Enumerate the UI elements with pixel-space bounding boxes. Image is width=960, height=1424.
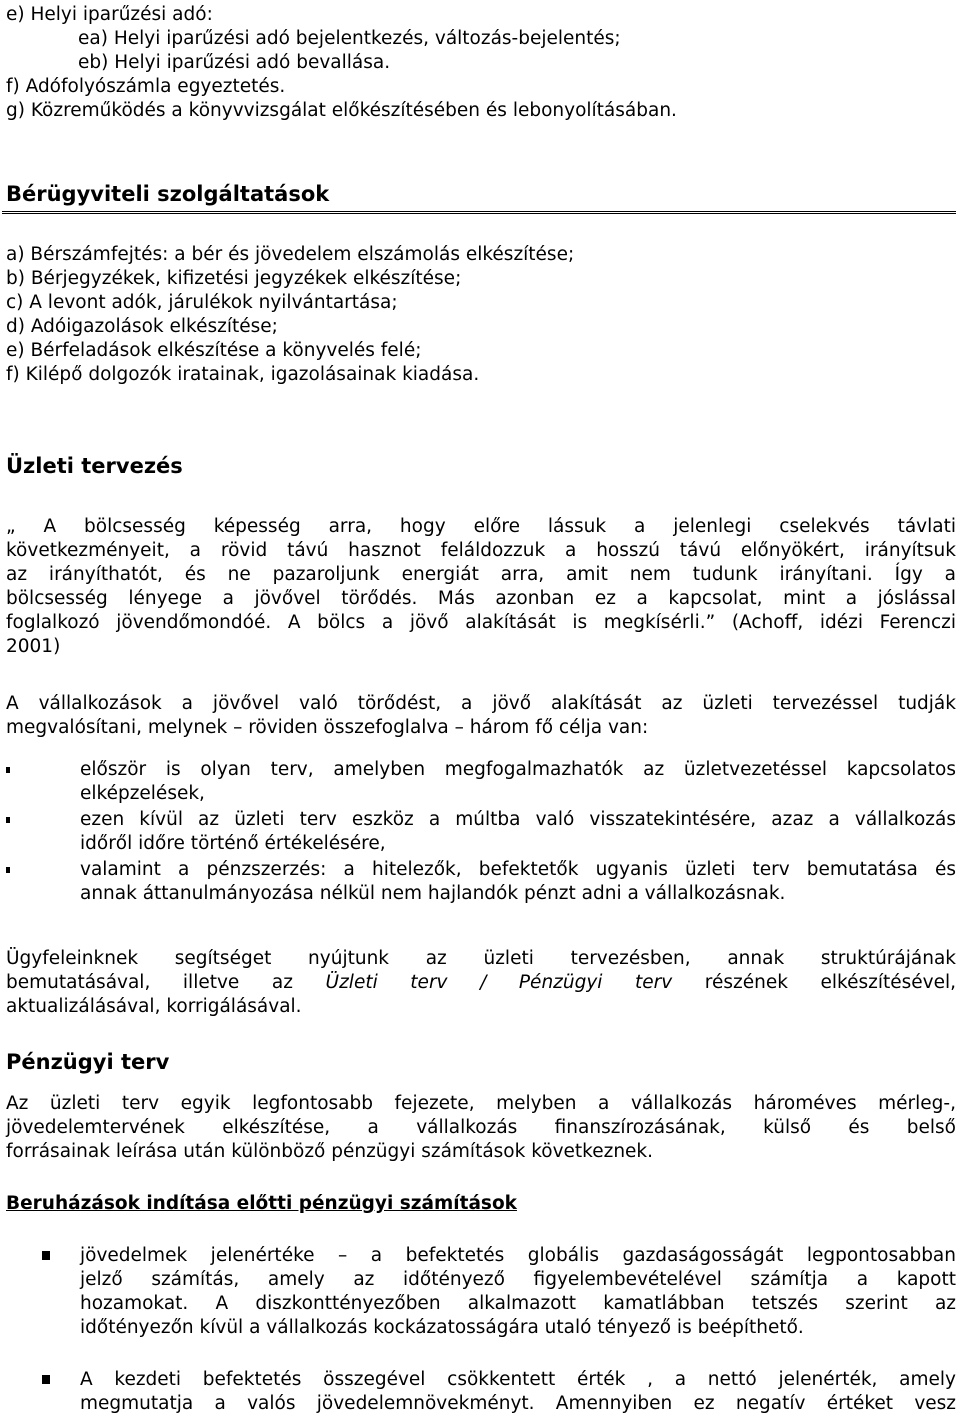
list-item: c) A levont adók, járulékok nyilvántartása; bbox=[6, 292, 398, 313]
section-heading: Üzleti tervezés bbox=[6, 454, 183, 478]
text-line: elképzelések, bbox=[80, 783, 205, 804]
text-line: hozamokat. A diszkonttényezőben alkalmazott kamatlábban tetszés szerint az bbox=[80, 1293, 956, 1314]
text-line: foglalkozó jövendőmondóé. A bölcs a jövő alakítását is megkísérli.” (Achoff, idézi Ferenczi bbox=[6, 612, 956, 633]
tax-list bbox=[6, 3, 677, 123]
section-heading: Pénzügyi terv bbox=[6, 1050, 170, 1074]
text-line: forrásainak leírása után különböző pénzügyi számítások következnek. bbox=[6, 1141, 654, 1162]
list-item: ea) Helyi iparűzési adó bejelentkezés, változás-bejelentés; bbox=[78, 28, 621, 49]
subsection-heading: Beruházások indítása előtti pénzügyi számítások bbox=[6, 1193, 517, 1214]
text-line: Az üzleti terv egyik legfontosabb fejezete, melyben a vállalkozás hároméves mérleg-, bbox=[6, 1093, 956, 1114]
list-item bbox=[6, 808, 956, 856]
text-line: A kezdeti befektetés összegével csökkentett érték , a nettó jelenérték, amely bbox=[80, 1369, 956, 1390]
payroll-list bbox=[6, 243, 574, 387]
text-line: annak áttanulmányozása nélkül nem hajlandók pénzt adni a vállalkozásnak. bbox=[80, 883, 786, 904]
financial-paragraph bbox=[6, 1092, 956, 1164]
list-item: eb) Helyi iparűzési adó bevallása. bbox=[78, 52, 391, 73]
heading-rule bbox=[2, 211, 956, 214]
list-item: e) Bérfeladások elkészítése a könyvelés felé; bbox=[6, 340, 422, 361]
list-item: f) Adófolyószámla egyeztetés. bbox=[6, 76, 286, 97]
text-line: valamint a pénzszerzés: a hitelezők, befektetők ugyanis üzleti terv bemutatása és bbox=[80, 859, 956, 880]
bullet-icon bbox=[42, 1375, 50, 1384]
list-item: e) Helyi iparűzési adó: bbox=[6, 4, 213, 25]
bullet-icon bbox=[6, 767, 10, 773]
list-item bbox=[6, 1368, 956, 1416]
subheading-wrap bbox=[6, 1192, 517, 1216]
list-item: d) Adóigazolások elkészítése; bbox=[6, 316, 278, 337]
italic-term: Üzleti terv / Pénzügyi terv bbox=[325, 972, 673, 993]
bullet-icon bbox=[6, 817, 10, 823]
quote-paragraph bbox=[6, 515, 956, 659]
list-item: f) Kilépő dolgozók iratainak, igazolásainak kiadása. bbox=[6, 364, 480, 385]
list-item: a) Bérszámfejtés: a bér és jövedelem elszámolás elkészítése; bbox=[6, 244, 575, 265]
text-line: jövedelemtervének elkészítése, a vállalkozás finanszírozásának, külső és belső bbox=[6, 1117, 956, 1138]
text-line: Ügyfeleinknek segítséget nyújtunk az üzleti tervezésben, annak struktúrájának bbox=[6, 948, 956, 969]
list-item bbox=[6, 858, 956, 906]
goals-list bbox=[6, 758, 956, 906]
financial-heading-wrap bbox=[6, 1050, 169, 1074]
text-line: A vállalkozások a jövővel való törődést, a jövő alakítását az üzleti tervezéssel tudják bbox=[6, 693, 956, 714]
text-line: megmutatja a valós jövedelemnövekményt. Amennyiben ez negatív értéket vesz bbox=[80, 1393, 956, 1414]
text-line: 2001) bbox=[6, 636, 61, 657]
text-line: időről időre történő értékelésére, bbox=[80, 833, 386, 854]
payroll-section bbox=[6, 182, 329, 206]
text-line: aktualizálásával, korrigálásával. bbox=[6, 996, 302, 1017]
help-paragraph bbox=[6, 947, 956, 1019]
text-line: következményeit, a rövid távú hasznot feláldozzuk a hosszú távú előnyökért, irányítsuk bbox=[6, 540, 956, 561]
list-item: g) Közreműködés a könyvvizsgálat előkészítésében és lebonyolításában. bbox=[6, 100, 677, 121]
text-line: időtényezőn kívül a vállalkozás kockázatosságára utaló tényező is beépíthető. bbox=[80, 1317, 804, 1338]
text-line bbox=[6, 971, 956, 995]
section-heading: Bérügyviteli szolgáltatások bbox=[6, 182, 330, 206]
text-line: bölcsesség lényege a jövővel törődés. Más azonban ez a kapcsolat, mint a jóslással bbox=[6, 588, 956, 609]
business-heading-wrap bbox=[6, 454, 183, 478]
bullet-icon bbox=[42, 1251, 50, 1260]
text-line: jelző számítás, amely az időtényező figyelembevételével számítja a kapott bbox=[80, 1269, 956, 1290]
text-line: „ A bölcsesség képesség arra, hogy előre lássuk a jelenlegi cselekvés távlati bbox=[6, 516, 956, 537]
goals-paragraph bbox=[6, 692, 956, 740]
text-line: először is olyan terv, amelyben megfogalmazhatók az üzletvezetéssel kapcsolatos bbox=[80, 759, 956, 780]
list-item bbox=[6, 1244, 956, 1340]
text-segment: bemutatásával, illetve az bbox=[6, 972, 326, 993]
text-segment: részének elkészítésével, bbox=[672, 972, 956, 993]
text-line: az irányíthatót, és ne pazaroljunk energiát arra, amit nem tudunk irányítani. Így a bbox=[6, 564, 956, 585]
list-item bbox=[6, 758, 956, 806]
list-item: b) Bérjegyzékek, kifizetési jegyzékek elkészítése; bbox=[6, 268, 462, 289]
text-line: jövedelmek jelenértéke – a befektetés globális gazdaságosságát legpontosabban bbox=[80, 1245, 956, 1266]
bullet-icon bbox=[6, 867, 10, 873]
calc-list bbox=[6, 1244, 956, 1416]
text-line: ezen kívül az üzleti terv eszköz a múltba való visszatekintésére, azaz a vállalkozás bbox=[80, 809, 956, 830]
text-line: megvalósítani, melynek – röviden összefoglalva – három fő célja van: bbox=[6, 717, 649, 738]
